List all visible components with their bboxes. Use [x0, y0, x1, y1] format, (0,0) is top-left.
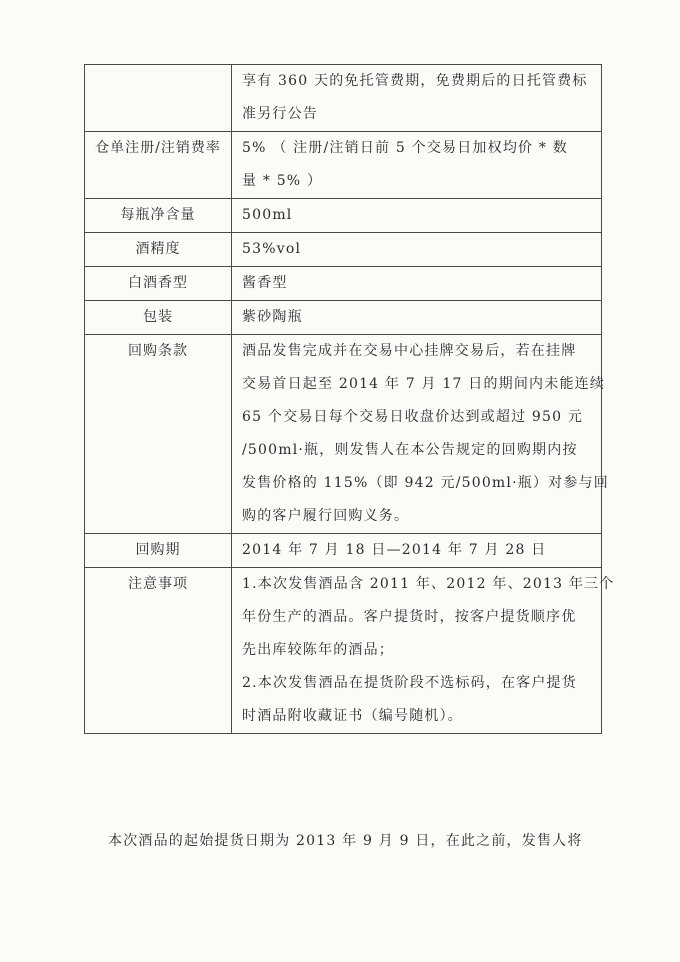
- value-line: 交易首日起至 2014 年 7 月 17 日的期间内未能连续: [242, 376, 606, 392]
- table-row: [85, 335, 602, 534]
- value-line: 享有 360 天的免托管费期，免费期后的日托管费标: [242, 73, 588, 89]
- value-line: 紫砂陶瓶: [242, 309, 303, 325]
- value-line: 购的客户履行回购义务。: [242, 508, 410, 524]
- value-line: 时酒品附收藏证书（编号随机）。: [242, 708, 463, 724]
- row-label: [85, 65, 232, 132]
- row-value: [232, 199, 602, 233]
- row-label: 注意事项: [85, 568, 232, 734]
- value-line: 5% （ 注册/注销日前 5 个交易日加权均价 * 数: [242, 140, 568, 156]
- value-line: 先出库较陈年的酒品；: [242, 642, 394, 658]
- table-row: [85, 534, 602, 568]
- value-line: 2.本次发售酒品在提货阶段不选标码，在客户提货: [242, 675, 577, 691]
- value-line: 年份生产的酒品。客户提货时，按客户提货顺序优: [242, 609, 577, 625]
- row-value: [232, 267, 602, 301]
- table-row: [85, 267, 602, 301]
- spec-table-body: [85, 65, 615, 734]
- row-label: 白酒香型: [85, 267, 232, 301]
- table-row: [85, 132, 602, 199]
- row-value: [232, 132, 602, 199]
- value-line: 酱香型: [242, 275, 288, 291]
- spec-table: [84, 64, 615, 734]
- table-row: [85, 301, 602, 335]
- row-label: 每瓶净含量: [85, 199, 232, 233]
- row-label: 酒精度: [85, 233, 232, 267]
- value-line: 65 个交易日每个交易日收盘价达到或超过 950 元: [242, 409, 584, 425]
- value-line: 发售价格的 115%（即 942 元/500ml·瓶）对参与回: [242, 475, 609, 491]
- row-value: [232, 534, 602, 568]
- value-line: 2014 年 7 月 18 日—2014 年 7 月 28 日: [242, 542, 547, 558]
- value-line: 酒品发售完成并在交易中心挂牌交易后，若在挂牌: [242, 343, 577, 359]
- table-row: [85, 199, 602, 233]
- value-line: 量 * 5% ）: [242, 173, 323, 189]
- row-label: 回购期: [85, 534, 232, 568]
- row-value: [232, 568, 615, 734]
- value-line: /500ml·瓶，则发售人在本公告规定的回购期内按: [242, 442, 578, 458]
- table-row: [85, 65, 602, 132]
- row-label: 包装: [85, 301, 232, 335]
- row-label: 回购条款: [85, 335, 232, 534]
- value-line: 准另行公告: [242, 106, 318, 122]
- value-line: 1.本次发售酒品含 2011 年、2012 年、2013 年三个: [242, 576, 615, 592]
- row-value: [232, 335, 609, 534]
- row-value: [232, 65, 602, 132]
- value-line: 500ml: [242, 207, 293, 223]
- row-label: 仓单注册/注销费率: [85, 132, 232, 199]
- row-value: [232, 233, 602, 267]
- table-row: [85, 568, 602, 734]
- table-row: [85, 233, 602, 267]
- value-line: 53%vol: [242, 241, 302, 257]
- row-value: [232, 301, 602, 335]
- body-paragraph: 本次酒品的起始提货日期为 2013 年 9 月 9 日，在此之前，发售人将: [108, 833, 583, 849]
